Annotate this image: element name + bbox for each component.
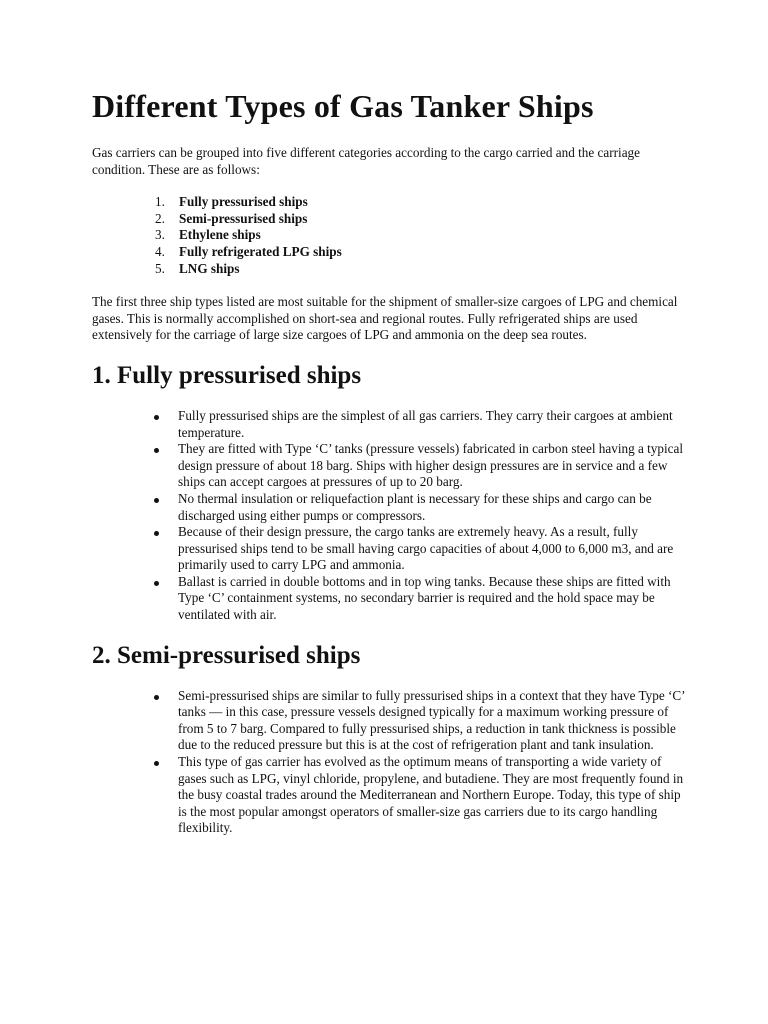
bullet-icon xyxy=(154,581,159,586)
bullet-text: No thermal insulation or reliquefaction plant is necessary for these ships and cargo can be discharged using either pumps or compressors. xyxy=(178,490,652,523)
bullet-text: Semi-pressurised ships are similar to fully pressurised ships in a context that they have Type ‘C’ tanks — in this case, pressure vessels designed typically for a maximum working pressure of from 5 to 7 barg. Compared to fully pressurised ships, a reduction in tank thickness is possible due to the reduced pressure but this is at the cost of refrigeration plant and tank insulation. xyxy=(178,687,685,753)
list-item xyxy=(92,261,688,278)
bullet-text: Fully pressurised ships are the simplest of all gas carriers. They carry their cargoes at ambient temperature. xyxy=(178,407,673,440)
ship-types-list xyxy=(92,194,688,277)
list-item-label: Fully refrigerated LPG ships xyxy=(179,243,342,259)
bullet-icon xyxy=(154,415,159,420)
list-item xyxy=(92,194,688,211)
bullet-item xyxy=(92,688,688,754)
list-item xyxy=(92,244,688,261)
list-number: 4. xyxy=(155,243,165,259)
bullet-text: Ballast is carried in double bottoms and in top wing tanks. Because these ships are fitted with Type ‘C’ containment systems, no secondary barrier is required and the hold space may be ventilated with air. xyxy=(178,573,671,623)
bullet-icon xyxy=(154,498,159,503)
summary-paragraph: The first three ship types listed are most suitable for the shipment of smaller-size cargoes of LPG and chemical gases. This is normally accomplished on short-sea and regional routes. Fully refrigerated ships are used extensively for the carriage of large size cargoes of LPG and ammonia on the deep sea routes. xyxy=(92,294,678,343)
list-item-label: LNG ships xyxy=(179,260,240,276)
list-number: 1. xyxy=(155,194,165,210)
bullet-icon xyxy=(154,531,159,536)
list-item-label: Fully pressurised ships xyxy=(179,194,308,210)
fully-pressurised-bullets xyxy=(92,408,688,624)
bullet-icon xyxy=(154,761,159,766)
list-item-label: Semi-pressurised ships xyxy=(179,210,308,226)
bullet-icon xyxy=(154,448,159,453)
list-item xyxy=(92,211,688,228)
bullet-item xyxy=(92,491,688,524)
semi-pressurised-bullets xyxy=(92,688,688,837)
bullet-item xyxy=(92,574,688,624)
bullet-text: Because of their design pressure, the cargo tanks are extremely heavy. As a result, fully pressurised ships tend to be small having cargo capacities of about 4,000 to 6,000 m3, and are primarily used to carry LPG and ammonia. xyxy=(178,524,674,573)
list-item xyxy=(92,227,688,244)
list-item-label: Ethylene ships xyxy=(179,227,261,243)
page-title: Different Types of Gas Tanker Ships xyxy=(92,88,594,124)
section-heading-semi-pressurised: 2. Semi-pressurised ships xyxy=(92,641,361,669)
bullet-item xyxy=(92,524,688,574)
bullet-item xyxy=(92,441,688,491)
list-number: 5. xyxy=(155,260,165,276)
list-number: 3. xyxy=(155,227,165,243)
section-heading-fully-pressurised: 1. Fully pressurised ships xyxy=(92,361,362,389)
bullet-text: They are fitted with Type ‘C’ tanks (pressure vessels) fabricated in carbon steel having a typical design pressure of about 18 barg. Ships with higher design pressures are in service and a few ships can accept cargoes at pressures of up to 20 barg. xyxy=(178,441,684,490)
list-number: 2. xyxy=(155,210,165,226)
bullet-text: This type of gas carrier has evolved as the optimum means of transporting a wide variety of gases such as LPG, vinyl chloride, propylene, and butadiene. They are most frequently found in the busy coastal trades around the Mediterranean and Northern Europe. Today, this type of ship is the most popular amongst operators of smaller-size gas carriers due to its cargo handling flexibility. xyxy=(178,754,684,836)
intro-paragraph: Gas carriers can be grouped into five different categories according to the cargo carried and the carriage condition. These are as follows: xyxy=(92,145,640,177)
bullet-item xyxy=(92,754,688,837)
bullet-icon xyxy=(154,695,159,700)
bullet-item xyxy=(92,408,688,441)
